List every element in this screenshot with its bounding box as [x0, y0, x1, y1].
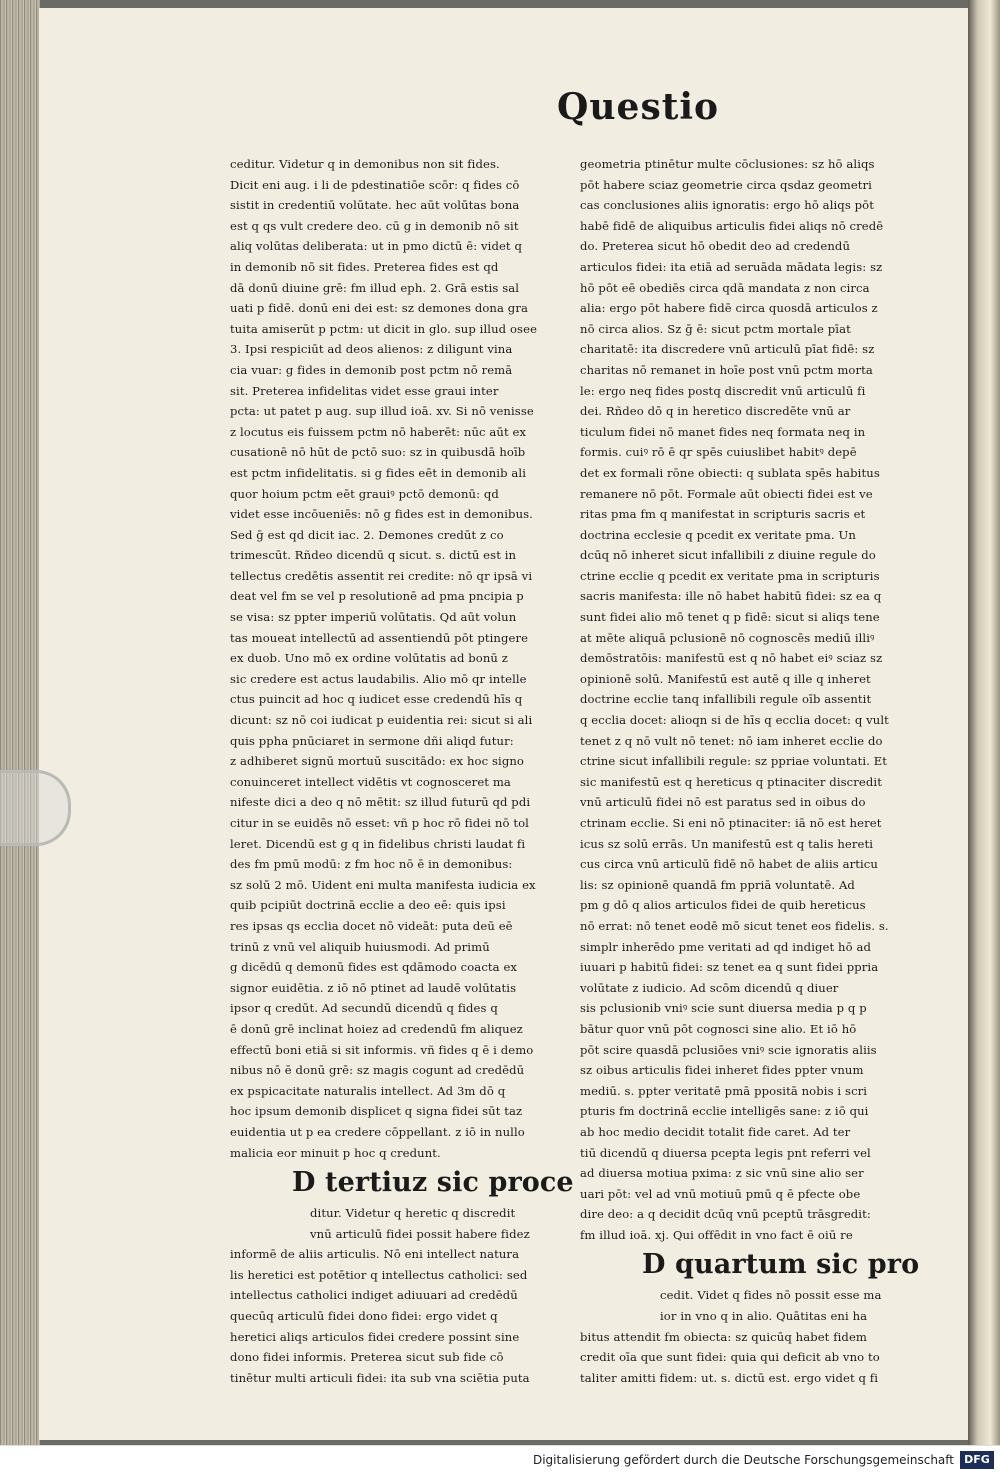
text-line: ticulum fidei nō manet fides neq formata neq in: [580, 424, 866, 439]
text-line: iuuari p habitū fidei: sz tenet ea q sunt fidei ppria: [580, 960, 879, 975]
section-heading-quartum: D quartum sic pro: [642, 1249, 920, 1281]
text-line: est pctm infidelitatis. si g fides eēt in demonib ali: [230, 465, 526, 480]
text-line: geometria ptinētur multe cōclusiones: sz hō aliqs: [580, 157, 875, 171]
text-line: pcta: ut patet p aug. sup illud ioā. xv. Si nō venisse: [230, 404, 534, 419]
right-column-continuation: [580, 1327, 902, 1389]
text-line: credit oīa que sunt fidei: quia qui deficit ab vno to: [580, 1350, 880, 1365]
text-line: pm g dō q alios articulos fidei de quib hereticus: [580, 898, 866, 913]
text-line: quis ppha pnūciaret in sermone dñi aliqd futur:: [230, 733, 514, 748]
right-text-column: [580, 154, 920, 1388]
text-line: nifeste dici a deo q nō mētit: sz illud futurū qd pdi: [230, 795, 531, 810]
text-line: in demonib nō sit fides. Preterea fides est qd: [230, 259, 499, 274]
text-line: sunt fidei alio mō tenet q p fidē: sicut si aliqs tene: [580, 610, 880, 625]
text-line: tas moueat intellectū ad assentiendū pōt ptingere: [230, 630, 529, 645]
text-line: ex pspicacitate naturalis intellect. Ad 3m dō q: [230, 1083, 506, 1098]
text-line: dicunt: sz nō coi iudicat p euidentia rei: sicut si ali: [230, 713, 533, 728]
text-line: tiū dicendū q diuersa pcepta legis pnt referri vel: [580, 1145, 871, 1160]
right-column-lines: [580, 154, 902, 1245]
text-line: signor euidētia. z iō nō ptinet ad laudē volūtatis: [230, 980, 517, 995]
text-line: malicia eor minuit p hoc q credunt.: [230, 1145, 441, 1160]
text-line: sistit in credentiū volūtate. hec aūt volūtas bona: [230, 198, 520, 213]
text-line: quor hoium pctm eēt grauiꝰ pctō demonū: qd: [230, 486, 499, 501]
text-line: sz solū 2 mō. Uident eni multa manifesta iudicia ex: [230, 877, 536, 892]
text-line: ctus puincit ad hoc q iudicet esse credendū hīs q: [230, 692, 523, 707]
text-line: icus sz solū errās. Un manifestū est q talis hereti: [580, 836, 874, 851]
text-line: vnū articulū fidei possit habere fidez: [310, 1226, 530, 1241]
text-line: alia: ergo pōt habere fidē circa quosdā articulos z: [580, 301, 878, 316]
text-line: sic credere est actus laudabilis. Alio mō qr intelle: [230, 671, 527, 686]
text-line: videt esse incōueniēs: nō g fides est in demonibus.: [230, 507, 533, 522]
text-line: sacris manifesta: ille nō habet habitū fidei: sz ea q: [580, 589, 882, 604]
text-line: tellectus credētis assentit rei credite: nō qr ipsā vi: [230, 568, 533, 583]
text-line: demōstratōis: manifestū est q nō habet eiꝰ sciaz sz: [580, 651, 883, 666]
text-line: aliq volūtas deliberata: ut in pmo dictū ē: videt q: [230, 239, 522, 254]
text-line: ē donū grē inclinat hoiez ad credendū fm aliquez: [230, 1021, 523, 1036]
text-line: trinū z vnū vel aliquib huiusmodi. Ad primū: [230, 939, 490, 954]
text-line: sis pclusionib vniꝰ scie sunt diuersa media p q p: [580, 1001, 867, 1016]
text-line: se visa: sz ppter imperiū volūtatis. Qd aūt volun: [230, 610, 517, 625]
text-line: do. Preterea sicut hō obedit deo ad credendū: [580, 239, 851, 254]
text-line: nō circa alios. Sz ḡ ē: sicut pctm mortale pīat: [580, 321, 851, 336]
text-line: cusationē nō hūt de pctō suo: sz in quibusdā hoīb: [230, 445, 526, 460]
left-column-lines: [230, 154, 552, 1163]
text-line: ad diuersa motiua pxima: z sic vnū sine alio ser: [580, 1166, 864, 1181]
left-text-column: [230, 154, 574, 1388]
text-line: dono fidei informis. Preterea sicut sub fide cō: [230, 1350, 504, 1365]
text-line: pturis fm doctrinā ecclie intelligēs sane: z iō qui: [580, 1104, 869, 1119]
text-line: pōt habere sciaz geometrie circa qsdaz geometri: [580, 177, 872, 192]
text-line: g dicēdū q demonū fides est qdāmodo coacta ex: [230, 960, 518, 975]
text-line: leret. Dicendū est g q in fidelibus christi laudat fi: [230, 836, 526, 851]
left-column-indented-lines: [230, 1203, 552, 1244]
text-line: citur in se euidēs nō esset: vñ p hoc rō fidei nō tol: [230, 816, 529, 830]
text-line: volūtate z iudicio. Ad scōm dicendū q diuer: [580, 980, 839, 995]
text-line: simplr inherēdo pme veritati ad qd indiget hō ad: [580, 939, 871, 954]
text-line: sz oibus articulis fidei inheret fides ppter vnum: [580, 1063, 864, 1078]
text-line: nō errat: nō tenet eodē mō sicut tenet eos fidelis. s.: [580, 918, 889, 933]
text-line: ceditur. Videtur q in demonibus non sit fides.: [230, 157, 500, 171]
text-line: tinētur multi articuli fidei: ita sub vna sciētia puta: [230, 1370, 530, 1385]
dfg-logo: DFG: [960, 1451, 994, 1469]
facing-page-gutter: [968, 0, 1000, 1445]
text-line: ipsor q credūt. Ad secundū dicendū q fides q: [230, 1001, 498, 1016]
text-line: est q qs vult credere deo. cū g in demonib nō sit: [230, 218, 519, 233]
digitization-footer: [0, 1445, 1000, 1475]
text-line: cedit. Videt q fides nō possit esse ma: [660, 1288, 882, 1303]
text-line: charitatē: ita discredere vnū articulū pīat fidē: sz: [580, 342, 875, 357]
text-line: doctrina ecclesie q pcedit ex veritate pma. Un: [580, 527, 856, 542]
text-line: z locutus eis fuissem pctm nō haberēt: nūc aūt ex: [230, 424, 527, 439]
text-line: le: ergo neq fides postq discredit vnū articulū fi: [580, 383, 866, 398]
left-column-continuation: [230, 1244, 552, 1388]
text-line: ctrine sicut infallibili regule: sz ppriae voluntati. Et: [580, 754, 888, 769]
text-line: habē fidē de aliquibus articulis fidei aliqs nō credē: [580, 218, 884, 233]
text-line: remanere nō pōt. Formale aūt obiecti fidei est ve: [580, 486, 873, 501]
text-line: ditur. Videtur q heretic q discredit: [310, 1206, 516, 1221]
text-line: ritas pma fm q manifestat in scripturis sacris et: [580, 507, 866, 522]
text-line: Dicit eni aug. i li de pdestinatiōe scōr: q fides cō: [230, 177, 520, 192]
funding-credit: Digitalisierung gefördert durch die Deutsche Forschungsgemeinschaft: [532, 1453, 954, 1467]
text-line: dire deo: a q decidit dcūq vnū pceptū trāsgredit:: [580, 1207, 871, 1222]
text-line: q ecclia docet: alioqn si de hīs q ecclia docet: q vult: [580, 713, 889, 728]
text-line: z adhiberet signū mortuū suscitādo: ex hoc signo: [230, 754, 524, 769]
text-line: doctrine ecclie tanq infallibili regule oīb assentit: [580, 692, 872, 707]
text-line: ctrine ecclie q pcedit ex veritate pma in scripturis: [580, 568, 880, 583]
text-line: articulos fidei: ita etiā ad seruāda mādata legis: sz: [580, 259, 883, 274]
page-clip: [0, 770, 71, 846]
running-header: Questio: [557, 86, 720, 128]
text-line: opinionē solū. Manifestū est autē q ille q inheret: [580, 671, 871, 686]
text-line: effectū boni etiā si sit informis. vñ fides q ē i demo: [230, 1042, 534, 1057]
text-line: bātur quor vnū pōt cognosci sine alio. Et iō hō: [580, 1021, 857, 1036]
text-line: tuita amiserūt p pctm: ut dicit in glo. sup illud osee: [230, 321, 538, 336]
text-line: cus circa vnū articulū fidē nō habet de aliis articu: [580, 857, 878, 872]
text-line: ex duob. Uno mō ex ordine volūtatis ad bonū z: [230, 651, 508, 666]
text-line: euidentia ut p ea credere cōppellant. z iō in nullo: [230, 1124, 525, 1139]
text-line: informē de aliis articulis. Nō eni intellect natura: [230, 1247, 520, 1262]
text-line: lis: sz opinionē quandā fm ppriā voluntatē. Ad: [580, 877, 855, 892]
text-line: charitas nō remanet in hoīe post vnū pctm morta: [580, 362, 873, 377]
text-line: trimescūt. Rñdeo dicendū q sicut. s. dictū est in: [230, 548, 517, 563]
text-line: dei. Rñdeo dō q in heretico discredēte vnū ar: [580, 404, 851, 419]
text-line: ab hoc medio decidit totalit fide caret. Ad ter: [580, 1124, 851, 1139]
section-heading-tertium: D tertiuz sic proce: [292, 1167, 574, 1199]
text-line: fm illud ioā. xj. Qui offēdit in vno fact ē oiū re: [580, 1227, 853, 1242]
text-line: mediū. s. ppter veritatē pmā ppositā nobis i scri: [580, 1083, 868, 1098]
text-line: quecūq articulū fidei dono fidei: ergo videt q: [230, 1309, 498, 1324]
text-line: dcūq nō inheret sicut infallibili z diuine regule do: [580, 548, 876, 563]
text-line: nibus nō ē donū grē: sz magis cogunt ad credēdū: [230, 1063, 525, 1078]
right-column-indented-lines: [580, 1285, 902, 1326]
text-line: sic manifestū est q hereticus q ptinaciter discredit: [580, 774, 882, 789]
text-line: uari pōt: vel ad vnū motiuū pmū q ē pfecte obe: [580, 1186, 861, 1201]
text-line: dā donū diuine grē: fm illud eph. 2. Grā estis sal: [230, 280, 520, 295]
text-line: at mēte aliquā pclusionē nō cognoscēs mediū illiꝰ: [580, 630, 875, 645]
text-line: sit. Preterea infidelitas videt esse graui inter: [230, 383, 499, 398]
text-line: det ex formali rōne obiecti: q sublata spēs habitus: [580, 465, 880, 480]
text-line: des fm pmū modū: z fm hoc nō ē in demonibus:: [230, 857, 513, 872]
text-line: intellectus catholici indiget adiuuari ad credēdū: [230, 1288, 518, 1303]
text-line: 3. Ipsi respiciūt ad deos alienos: z diligunt vina: [230, 342, 513, 357]
text-line: lis heretici est potētior q intellectus catholici: sed: [230, 1267, 528, 1282]
text-line: heretici aliqs articulos fidei credere possint sine: [230, 1329, 520, 1344]
text-line: formis. cuiꝰ rō ē qr spēs cuiuslibet habitꝰ depē: [580, 445, 857, 460]
text-line: taliter amitti fidem: ut. s. dictū est. ergo videt q fi: [580, 1370, 878, 1385]
text-line: vnū articulū fidei nō est paratus sed in oibus do: [580, 795, 866, 810]
text-line: bitus attendit fm obiecta: sz quicūq habet fidem: [580, 1329, 868, 1344]
text-line: ctrinam ecclie. Si eni nō ptinaciter: iā nō est heret: [580, 816, 882, 830]
text-line: Sed ḡ est qd dicit iac. 2. Demones credūt z co: [230, 527, 504, 542]
text-line: ior in vno q in alio. Quātitas eni ha: [660, 1309, 868, 1324]
stacked-page-edges: [0, 0, 40, 1445]
text-line: cia vuar: g fides in demonib post pctm nō remā: [230, 362, 513, 377]
text-line: res ipsas qs ecclia docet nō videāt: puta deū eē: [230, 918, 513, 933]
text-line: cas conclusiones aliis ignoratis: ergo hō aliqs pōt: [580, 198, 875, 213]
text-line: deat vel fm se vel p resolutionē ad pma pncipia p: [230, 589, 524, 604]
text-line: hō pōt eē obediēs circa qdā mandata z non circa: [580, 280, 870, 295]
text-line: uati p fidē. donū eni dei est: sz demones dona gra: [230, 301, 528, 316]
text-line: pōt scire quasdā pclusiōes vniꝰ scie ignoratis aliis: [580, 1042, 877, 1057]
text-line: conuinceret intellect vidētis vt cognosceret ma: [230, 774, 511, 789]
text-line: quib pcipiūt doctrinā ecclie a deo eē: quis ipsi: [230, 898, 506, 913]
text-line: tenet z q nō vult nō tenet: nō iam inheret ecclie do: [580, 733, 883, 748]
text-line: hoc ipsum demonib displicet q signa fidei sūt taz: [230, 1104, 523, 1119]
